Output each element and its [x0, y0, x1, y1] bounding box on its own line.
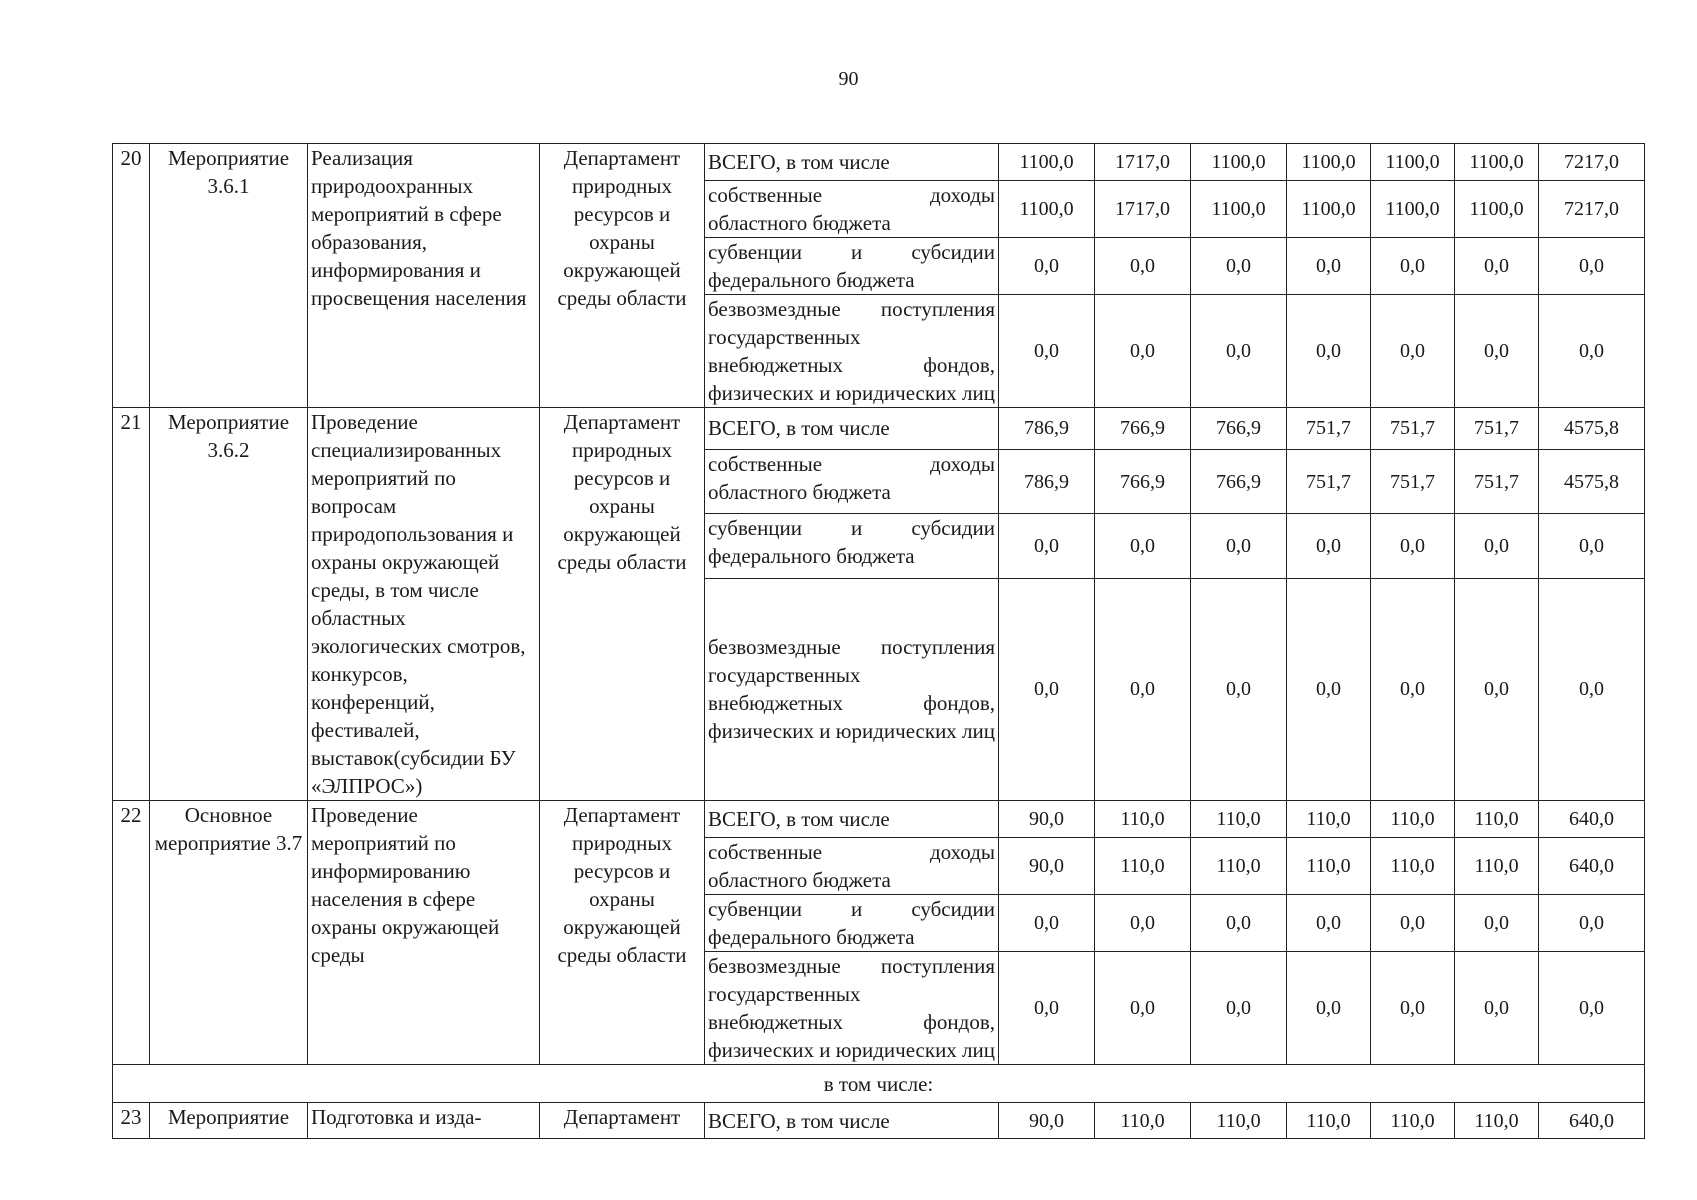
amount-cell: 766,9 — [1095, 408, 1191, 450]
amount-cell: 0,0 — [1191, 578, 1287, 800]
amount-cell: 1100,0 — [1191, 144, 1287, 181]
amount-cell: 0,0 — [1455, 238, 1539, 295]
event-name: Мероприятие 3.6.2 — [150, 408, 308, 801]
amount-cell: 0,0 — [1539, 895, 1645, 952]
amount-cell: 766,9 — [1191, 449, 1287, 514]
funding-source: ВСЕГО, в том числе — [705, 1103, 999, 1139]
responsible-department: Департамент природных ресурсов и охраны окружающей среды области — [540, 801, 705, 1065]
amount-cell: 786,9 — [999, 449, 1095, 514]
funding-source: субвенции и субсидии федерального бюджета — [705, 238, 999, 295]
amount-cell: 0,0 — [1287, 295, 1371, 408]
amount-cell: 0,0 — [1371, 238, 1455, 295]
amount-cell: 1100,0 — [1287, 181, 1371, 238]
amount-cell: 110,0 — [1371, 801, 1455, 838]
row-index: 23 — [113, 1103, 150, 1139]
amount-cell: 0,0 — [1539, 238, 1645, 295]
amount-cell: 4575,8 — [1539, 408, 1645, 450]
amount-cell: 110,0 — [1191, 801, 1287, 838]
row-index: 22 — [113, 801, 150, 1065]
amount-cell: 0,0 — [1191, 952, 1287, 1065]
event-name: Мероприятие 3.6.1 — [150, 144, 308, 408]
amount-cell: 751,7 — [1371, 449, 1455, 514]
amount-cell: 1100,0 — [999, 144, 1095, 181]
event-description: Подготовка и изда- — [308, 1103, 540, 1139]
amount-cell: 0,0 — [1095, 514, 1191, 579]
event-description: Реализация природоохранных мероприятий в сфере образования, информирования и просвещения населения — [308, 144, 540, 408]
amount-cell: 110,0 — [1455, 801, 1539, 838]
funding-source: безвозмездные поступления государственных внебюджетных фондов, физических и юридических лиц — [705, 578, 999, 800]
amount-cell: 90,0 — [999, 1103, 1095, 1139]
amount-cell: 751,7 — [1371, 408, 1455, 450]
amount-cell: 0,0 — [1287, 238, 1371, 295]
event-description: Проведение специализированных мероприятий по вопросам природопользования и охраны окружающей среды, в том числе областных экологических смотров, конкурсов, конференций, фестивалей, выставок(субсидии БУ «ЭЛПРОС») — [308, 408, 540, 801]
amount-cell: 0,0 — [999, 952, 1095, 1065]
amount-cell: 90,0 — [999, 838, 1095, 895]
amount-cell: 0,0 — [1539, 514, 1645, 579]
amount-cell: 0,0 — [1287, 952, 1371, 1065]
amount-cell: 110,0 — [1287, 801, 1371, 838]
amount-cell: 0,0 — [1287, 578, 1371, 800]
event-name: Основное мероприятие 3.7 — [150, 801, 308, 1065]
subtotal-label: в том числе: — [113, 1065, 1645, 1103]
funding-source: безвозмездные поступления государственных внебюджетных фондов, физических и юридических лиц — [705, 295, 999, 408]
amount-cell: 0,0 — [1095, 295, 1191, 408]
amount-cell: 0,0 — [1287, 895, 1371, 952]
amount-cell: 0,0 — [1455, 514, 1539, 579]
row-index: 21 — [113, 408, 150, 801]
table-row — [113, 144, 1645, 181]
event-description: Проведение мероприятий по информированию населения в сфере охраны окружающей среды — [308, 801, 540, 1065]
amount-cell: 110,0 — [1287, 838, 1371, 895]
amount-cell: 110,0 — [1455, 1103, 1539, 1139]
amount-cell: 0,0 — [1455, 952, 1539, 1065]
funding-source: собственные доходы областного бюджета — [705, 838, 999, 895]
responsible-department: Департамент природных ресурсов и охраны окружающей среды области — [540, 408, 705, 801]
budget-table — [112, 143, 1645, 1139]
amount-cell: 640,0 — [1539, 838, 1645, 895]
event-name: Мероприятие — [150, 1103, 308, 1139]
amount-cell: 751,7 — [1455, 449, 1539, 514]
amount-cell: 0,0 — [1539, 295, 1645, 408]
amount-cell: 4575,8 — [1539, 449, 1645, 514]
amount-cell: 0,0 — [999, 578, 1095, 800]
amount-cell: 0,0 — [1095, 952, 1191, 1065]
amount-cell: 0,0 — [1371, 952, 1455, 1065]
amount-cell: 0,0 — [1095, 578, 1191, 800]
amount-cell: 110,0 — [1371, 838, 1455, 895]
amount-cell: 0,0 — [1191, 238, 1287, 295]
amount-cell: 1717,0 — [1095, 181, 1191, 238]
funding-source: собственные доходы областного бюджета — [705, 449, 999, 514]
amount-cell: 110,0 — [1095, 1103, 1191, 1139]
amount-cell: 766,9 — [1095, 449, 1191, 514]
amount-cell: 1100,0 — [1371, 181, 1455, 238]
amount-cell: 0,0 — [1191, 895, 1287, 952]
row-index: 20 — [113, 144, 150, 408]
table-row — [113, 408, 1645, 450]
responsible-department: Департамент природных ресурсов и охраны окружающей среды области — [540, 144, 705, 408]
amount-cell: 0,0 — [1095, 895, 1191, 952]
amount-cell: 0,0 — [1095, 238, 1191, 295]
amount-cell: 0,0 — [999, 238, 1095, 295]
amount-cell: 110,0 — [1191, 838, 1287, 895]
funding-source: субвенции и субсидии федерального бюджета — [705, 895, 999, 952]
subtotal-row — [113, 1065, 1645, 1103]
amount-cell: 640,0 — [1539, 801, 1645, 838]
amount-cell: 0,0 — [1455, 578, 1539, 800]
table-row — [113, 801, 1645, 838]
amount-cell: 1100,0 — [1287, 144, 1371, 181]
amount-cell: 0,0 — [1455, 295, 1539, 408]
amount-cell: 110,0 — [1095, 838, 1191, 895]
amount-cell: 0,0 — [999, 895, 1095, 952]
amount-cell: 0,0 — [1191, 514, 1287, 579]
table-body — [113, 144, 1645, 1139]
amount-cell: 7217,0 — [1539, 144, 1645, 181]
amount-cell: 0,0 — [1191, 295, 1287, 408]
amount-cell: 0,0 — [1371, 295, 1455, 408]
amount-cell: 766,9 — [1191, 408, 1287, 450]
table-row — [113, 1103, 1645, 1139]
funding-source: собственные доходы областного бюджета — [705, 181, 999, 238]
amount-cell: 0,0 — [1539, 952, 1645, 1065]
amount-cell: 0,0 — [999, 514, 1095, 579]
amount-cell: 110,0 — [1371, 1103, 1455, 1139]
amount-cell: 1100,0 — [1191, 181, 1287, 238]
amount-cell: 786,9 — [999, 408, 1095, 450]
amount-cell: 0,0 — [1371, 895, 1455, 952]
funding-source: безвозмездные поступления государственных внебюджетных фондов, физических и юридических лиц — [705, 952, 999, 1065]
responsible-department: Департамент — [540, 1103, 705, 1139]
amount-cell: 1100,0 — [1455, 181, 1539, 238]
amount-cell: 0,0 — [1371, 578, 1455, 800]
amount-cell: 1717,0 — [1095, 144, 1191, 181]
amount-cell: 1100,0 — [1371, 144, 1455, 181]
amount-cell: 751,7 — [1287, 449, 1371, 514]
amount-cell: 0,0 — [1455, 895, 1539, 952]
amount-cell: 110,0 — [1287, 1103, 1371, 1139]
funding-source: ВСЕГО, в том числе — [705, 144, 999, 181]
funding-source: ВСЕГО, в том числе — [705, 408, 999, 450]
page-number: 90 — [838, 68, 859, 90]
amount-cell: 640,0 — [1539, 1103, 1645, 1139]
amount-cell: 1100,0 — [1455, 144, 1539, 181]
amount-cell: 751,7 — [1287, 408, 1371, 450]
funding-source: ВСЕГО, в том числе — [705, 801, 999, 838]
amount-cell: 110,0 — [1095, 801, 1191, 838]
funding-source: субвенции и субсидии федерального бюджета — [705, 514, 999, 579]
amount-cell: 0,0 — [1371, 514, 1455, 579]
amount-cell: 1100,0 — [999, 181, 1095, 238]
amount-cell: 0,0 — [1539, 578, 1645, 800]
amount-cell: 90,0 — [999, 801, 1095, 838]
amount-cell: 0,0 — [999, 295, 1095, 408]
amount-cell: 7217,0 — [1539, 181, 1645, 238]
amount-cell: 751,7 — [1455, 408, 1539, 450]
amount-cell: 110,0 — [1191, 1103, 1287, 1139]
amount-cell: 0,0 — [1287, 514, 1371, 579]
amount-cell: 110,0 — [1455, 838, 1539, 895]
